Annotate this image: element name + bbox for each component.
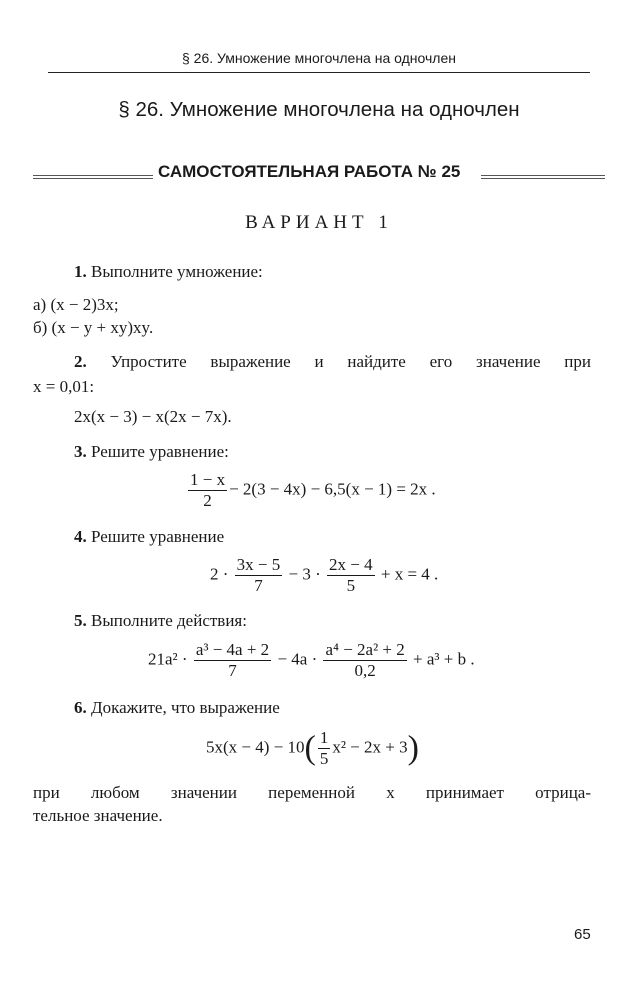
task-6-fraction-numerator: 1 — [319, 728, 329, 747]
task-3-fraction-denominator: 2 — [203, 491, 212, 510]
task-5-fraction-1-numerator: a³ − 4a + 2 — [195, 640, 270, 659]
task-1-item-a: а) (x − 2)3x; — [33, 295, 119, 314]
task-6-prefix: 5x(x − 4) − 10 — [206, 737, 305, 757]
task-2-line-2: x = 0,01: — [33, 377, 95, 396]
task-1-item-b: б) (x − y + xy)xy. — [33, 318, 154, 337]
task-4-heading — [74, 527, 224, 547]
task-3-equation — [186, 470, 436, 511]
task-6-fraction-denominator: 5 — [319, 749, 329, 768]
page-number: 65 — [574, 926, 591, 943]
task-1-number: 1. — [74, 262, 87, 281]
work-title: САМОСТОЯТЕЛЬНАЯ РАБОТА № 25 — [158, 162, 461, 181]
task-4-fraction-1-denominator: 7 — [254, 576, 263, 595]
task-2-line-1 — [33, 352, 591, 372]
task-6-text: Докажите, что выражение — [91, 698, 280, 717]
task-1-heading — [74, 262, 263, 282]
header-rule — [48, 72, 590, 73]
task-2-expression: 2x(x − 3) − x(2x − 7x). — [74, 407, 232, 426]
task-5-fraction-1 — [194, 640, 271, 681]
task-5-heading — [74, 611, 247, 631]
task-5-expression — [148, 640, 475, 681]
right-paren: ) — [407, 729, 419, 767]
task-4-fraction-1-numerator: 3x − 5 — [236, 555, 281, 574]
task-5-fraction-2-numerator: a⁴ − 2a² + 2 — [325, 640, 405, 659]
left-paren: ( — [304, 729, 316, 767]
task-6-number: 6. — [74, 698, 87, 717]
task-5-middle: − 4a · — [277, 649, 318, 669]
task-3-equation-rest: − 2(3 − 4x) − 6,5(x − 1) = 2x . — [229, 479, 436, 499]
task-3-text: Решите уравнение: — [91, 442, 229, 461]
section-title: § 26. Умножение многочлена на одночлен — [118, 98, 520, 121]
task-5-rest: + a³ + b . — [413, 649, 475, 669]
task-6-line-2: при любом значении переменной x принимает отрица- — [33, 783, 591, 802]
task-6-fraction — [318, 728, 331, 769]
task-4-fraction-1 — [235, 555, 283, 596]
task-5-fraction-2-denominator: 0,2 — [354, 661, 376, 680]
task-4-fraction-2 — [327, 555, 375, 596]
task-4-fraction-2-denominator: 5 — [346, 576, 356, 595]
task-4-middle: − 3 · — [288, 564, 321, 584]
task-2-number: 2. — [74, 352, 87, 371]
task-6-heading — [74, 698, 280, 718]
task-5-fraction-2 — [323, 640, 406, 681]
running-head: § 26. Умножение многочлена на одночлен — [182, 50, 456, 66]
task-6-expression — [206, 728, 419, 769]
title-rule-right — [481, 175, 605, 179]
task-1-text: Выполните умножение: — [91, 262, 263, 281]
task-3-fraction — [188, 470, 227, 511]
title-rule-left — [33, 175, 153, 179]
task-6-inner: x² − 2x + 3 — [332, 737, 408, 757]
task-4-fraction-2-numerator: 2x − 4 — [329, 555, 373, 574]
task-5-fraction-1-denominator: 7 — [228, 661, 237, 680]
task-5-prefix: 21a² · — [148, 649, 188, 669]
task-4-equation — [210, 555, 438, 596]
variant-heading: ВАРИАНТ 1 — [245, 212, 393, 233]
task-4-prefix: 2 · — [210, 564, 229, 584]
task-2-text: Упростите выражение и найдите его значение при — [110, 352, 591, 371]
task-3-number: 3. — [74, 442, 87, 461]
task-5-number: 5. — [74, 611, 87, 630]
task-5-text: Выполните действия: — [91, 611, 247, 630]
task-6-line-3: тельное значение. — [33, 806, 163, 825]
task-4-text: Решите уравнение — [91, 527, 225, 546]
task-4-rest: + x = 4 . — [380, 564, 439, 584]
task-3-heading — [74, 442, 229, 462]
task-4-number: 4. — [74, 527, 87, 546]
task-3-fraction-numerator: 1 − x — [190, 470, 226, 489]
